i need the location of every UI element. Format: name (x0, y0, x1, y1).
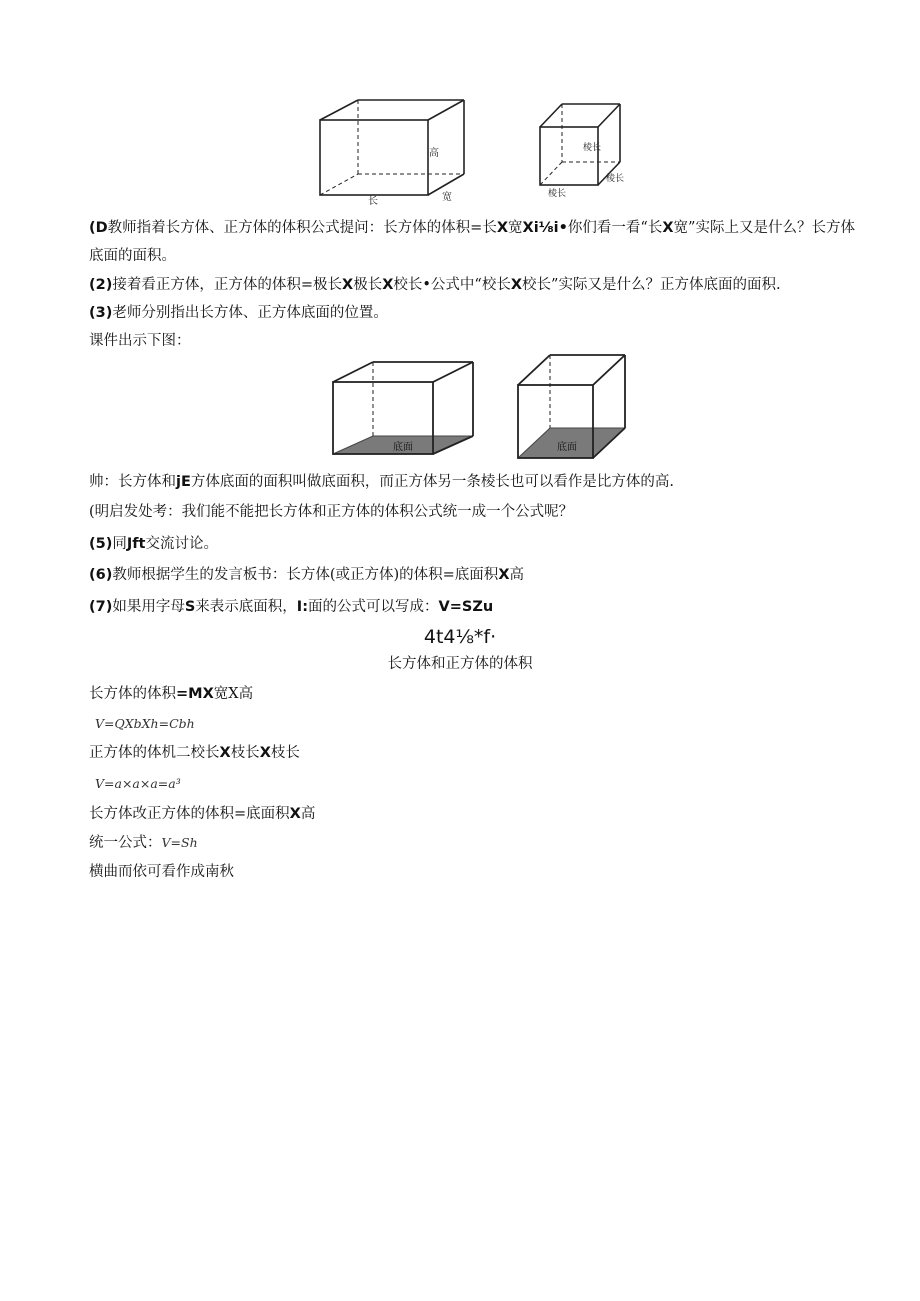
board-heading: 4t4⅛*f· (423, 626, 497, 648)
item-marker: (7) (89, 599, 113, 615)
paragraph-1: (D教师指着长方体、正方体的体积公式提问：长方体的体积=长X宽Xi⅛i•你们看一看“长X宽”实际上又是什么？长方体底面的面积。 (89, 220, 855, 264)
figure-base-faces (325, 350, 635, 462)
cuboid-length-label: 长 (368, 196, 378, 207)
item-marker: (D (89, 220, 108, 236)
cube-base-label: 底面 (557, 442, 577, 453)
cuboid-width-label: 宽 (442, 192, 452, 203)
cube-edge-label-right: 棱长 (606, 174, 625, 184)
cuboid-height-label: 高 (429, 148, 439, 159)
paragraph-4: (明启发处考：我们能不能把长方体和正方体的体积公式统一成一个公式呢？ (89, 504, 574, 520)
board-line-3: 正方体的体机二校长X枝长X枝长 (89, 745, 300, 761)
cuboid-front-face (320, 120, 428, 195)
item-marker: (5) (89, 536, 113, 552)
item-marker: (3) (89, 305, 113, 321)
cuboid-base-label: 底面 (393, 442, 413, 453)
item-marker: (6) (89, 567, 113, 583)
board-line-4: V=a×a×a=a³ (95, 776, 181, 791)
paragraph-5: (5)同Jft交流讨论。 (89, 536, 218, 552)
teacher-statement: 帅：长方体和jE方体底面的面积叫做底面积，而正方体另一条棱长也可以看作是比方体的高. (89, 474, 674, 490)
courseware-intro: 课件出示下图： (89, 333, 191, 349)
paragraph-3: (3)老师分别指出长方体、正方体底面的位置。 (89, 305, 388, 321)
board-line-1: 长方体的体积=MX宽X高 (89, 686, 254, 702)
board-line-2: V=QXbXh=Cbh (95, 716, 195, 731)
board-line-6: 统一公式：V=Sh (89, 835, 198, 851)
paragraph-7: (7)如果用字母S来表示底面积，I:面的公式可以写成：V=SZu (89, 599, 494, 615)
cube-edge-label-side: 棱长 (583, 143, 602, 153)
board-line-5: 长方体改正方体的体积=底面积X高 (89, 806, 316, 822)
paragraph-2: (2)接着看正方体，正方体的体积=极长X极长X校长•公式中“校长X校长”实际又是什么？正方体底面的面积. (89, 277, 781, 293)
board-line-7: 横曲而依可看作成南秋 (89, 864, 234, 880)
paragraph-6: (6)教师根据学生的发言板书：长方体(或正方体)的体积=底面积X高 (89, 567, 524, 583)
figure-cuboid-cube (300, 92, 660, 207)
cube-edge-label-front: 棱长 (548, 189, 567, 199)
item-marker: (2) (89, 277, 113, 293)
cube-front-face (540, 127, 598, 185)
board-subtitle: 长方体和正方体的体积 (387, 656, 533, 672)
